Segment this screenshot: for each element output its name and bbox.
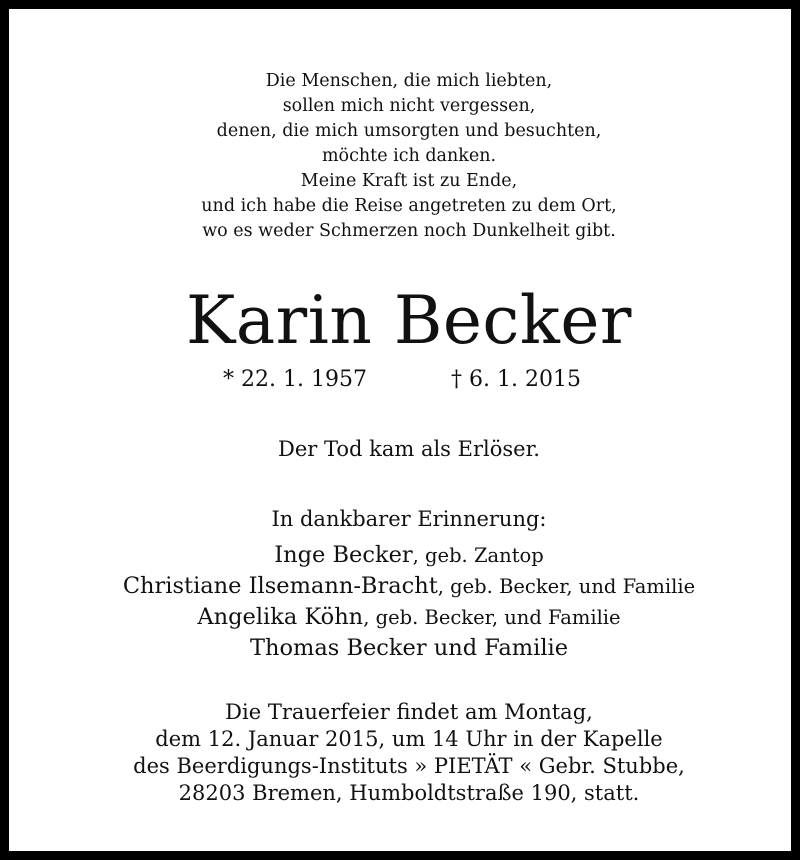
poem-line: Die Menschen, die mich liebten, [265,71,553,91]
death-date: † 6. 1. 2015 [451,367,581,392]
funeral-line: Die Trauerfeier findet am Montag, [225,700,593,724]
poem-line: und ich habe die Reise angetreten zu dem Ort, [201,196,617,216]
funeral-line: 28203 Bremen, Humboldtstraße 190, statt. [178,781,640,805]
mourner-name: Angelika Köhn [197,604,364,630]
mourner-line [9,540,800,571]
poem-line: möchte ich danken. [321,146,497,166]
mourner-line [9,633,800,664]
funeral-line: dem 12. Januar 2015, um 14 Uhr in der Kapelle [155,727,663,751]
quote: Der Tod kam als Erlöser. [278,437,540,461]
funeral-notice [9,699,800,807]
mourner-line [9,571,800,602]
mourner-suffix: , geb. Becker, und Familie [437,575,696,598]
poem-line: wo es weder Schmerzen noch Dunkelheit gibt. [202,221,616,241]
mourner-name: Thomas Becker und Familie [249,635,569,661]
memory-heading: In dankbarer Erinnerung: [271,507,547,531]
mourner-suffix: , geb. Becker, und Familie [363,606,621,629]
mourner-line [9,602,800,633]
poem [9,69,800,244]
deceased-name: Karin Becker [186,282,632,359]
poem-line: sollen mich nicht vergessen, [282,96,536,116]
birth-date: * 22. 1. 1957 [223,367,367,392]
poem-line: denen, die mich umsorgten und besuchten, [216,121,602,141]
mourner-suffix: , geb. Zantop [412,544,544,567]
mourner-name: Inge Becker [274,542,413,568]
poem-line: Meine Kraft ist zu Ende, [300,171,518,191]
funeral-line: des Beerdigungs-Instituts » PIETÄT « Gebr. Stubbe, [133,754,685,778]
mourners-list [9,540,800,664]
mourner-name: Christiane Ilsemann-Bracht [122,573,438,599]
